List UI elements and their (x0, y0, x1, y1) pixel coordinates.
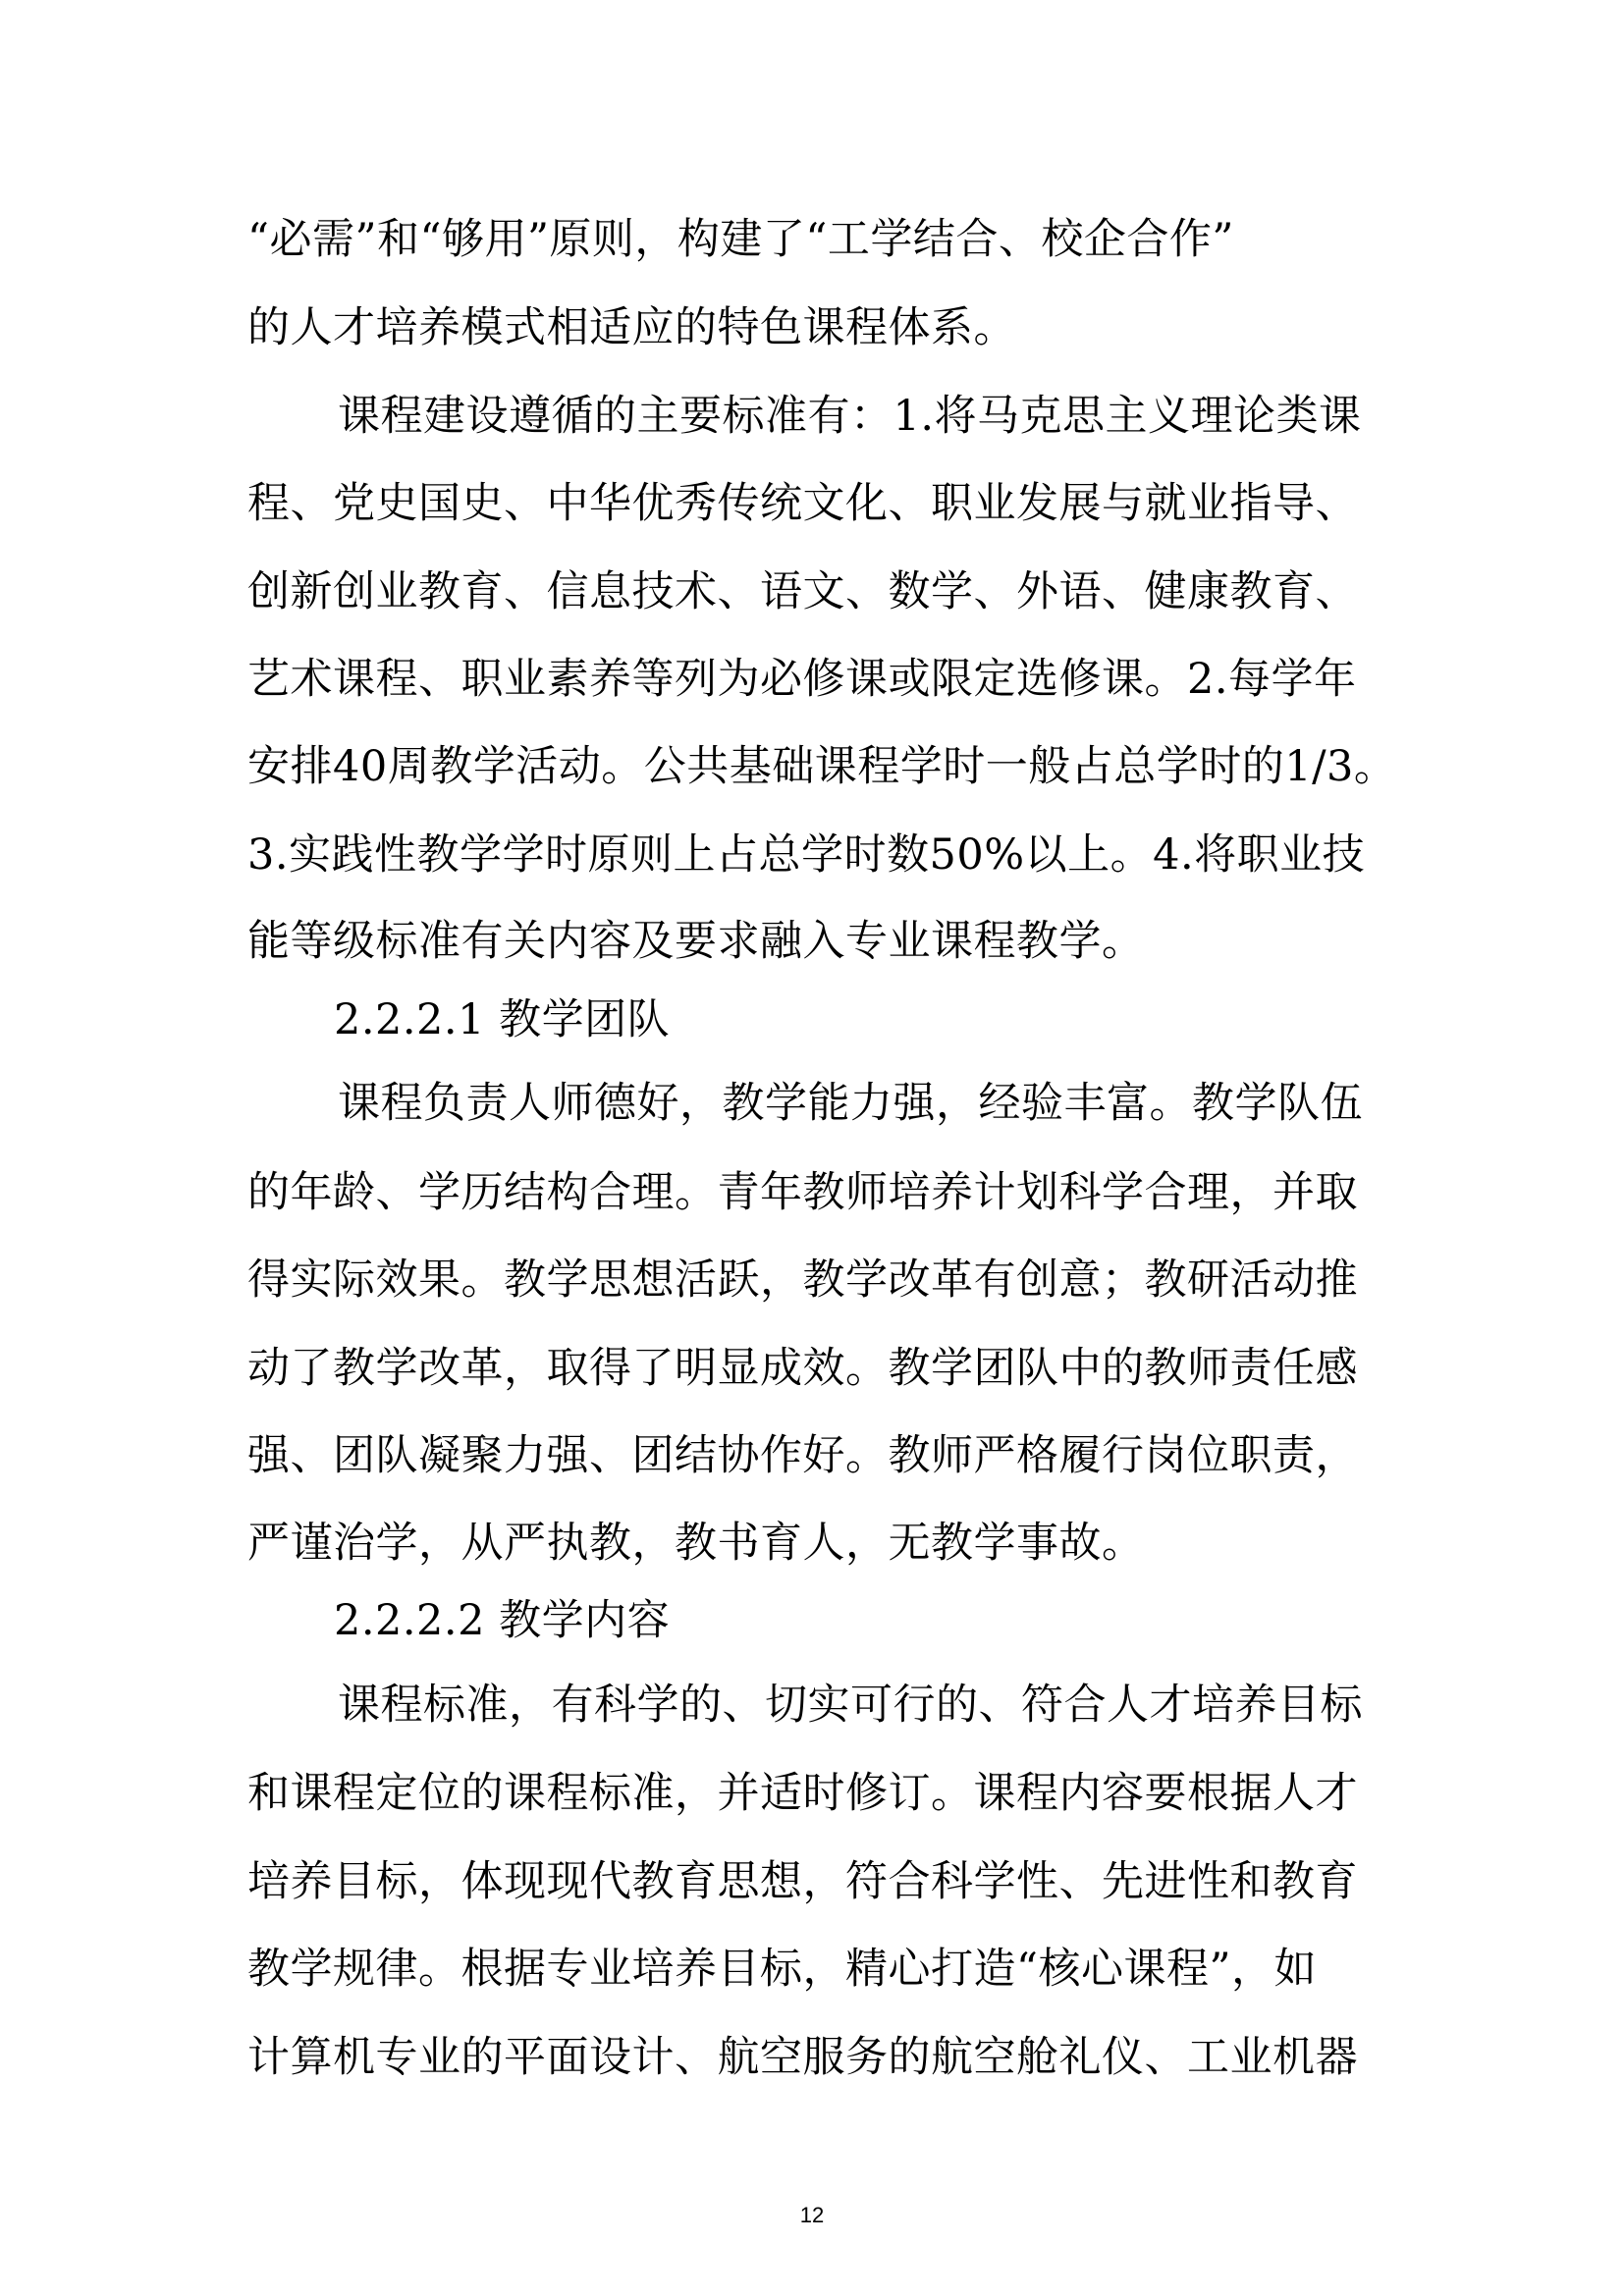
text-line-7: 安排40周教学活动。公共基础课程学时一般占总学时的1/3。 (247, 742, 1397, 791)
text-line-6: 艺术课程、职业素养等列为必修课或限定选修课。2.每学年 (247, 655, 1357, 704)
text-line-8: 3.实践性教学学时原则上占总学时数50%以上。4.将职业技 (247, 830, 1366, 880)
section-heading-teaching-team: 2.2.2.1 教学团队 (334, 995, 671, 1044)
text-line-21: 教学规律。根据专业培养目标，精心打造“核心课程”，如 (247, 1945, 1317, 1994)
text-line-12: 的年龄、学历结构合理。青年教师培养计划科学合理，并取 (247, 1168, 1358, 1217)
text-line-2: 的人才培养模式相适应的特色课程体系。 (247, 303, 1016, 352)
paragraph-first-line: 课程负责人师德好，教学能力强，经验丰富。教学队伍 (338, 1079, 1363, 1128)
text-line-20: 培养目标，体现现代教育思想，符合科学性、先进性和教育 (247, 1857, 1358, 1906)
text-line-15: 强、团队凝聚力强、团结协作好。教师严格履行岗位职责， (247, 1431, 1358, 1480)
section-heading-teaching-content: 2.2.2.2 教学内容 (334, 1596, 671, 1645)
text-line-14: 动了教学改革，取得了明显成效。教学团队中的教师责任感 (247, 1344, 1358, 1393)
paragraph-first-line: 课程建设遵循的主要标准有：1.将马克思主义理论类课 (338, 392, 1362, 441)
text-line-4: 程、党史国史、中华优秀传统文化、职业发展与就业指导、 (247, 479, 1358, 528)
text-line-13: 得实际效果。教学思想活跃，教学改革有创意；教研活动推 (247, 1255, 1358, 1305)
paragraph-first-line: 课程标准，有科学的、切实可行的、符合人才培养目标 (338, 1681, 1363, 1730)
text-line-1: “必需”和“够用”原则，构建了“工学结合、校企合作” (247, 215, 1234, 264)
text-line-19: 和课程定位的课程标准，并适时修订。课程内容要根据人才 (247, 1769, 1358, 1818)
text-line-9: 能等级标准有关内容及要求融入专业课程教学。 (247, 917, 1145, 966)
text-line-16: 严谨治学，从严执教，教书育人，无教学事故。 (247, 1519, 1145, 1568)
text-line-22: 计算机专业的平面设计、航空服务的航空舱礼仪、工业机器 (247, 2033, 1358, 2082)
page-number: 12 (799, 2203, 825, 2227)
text-line-5: 创新创业教育、信息技术、语文、数学、外语、健康教育、 (247, 567, 1358, 616)
